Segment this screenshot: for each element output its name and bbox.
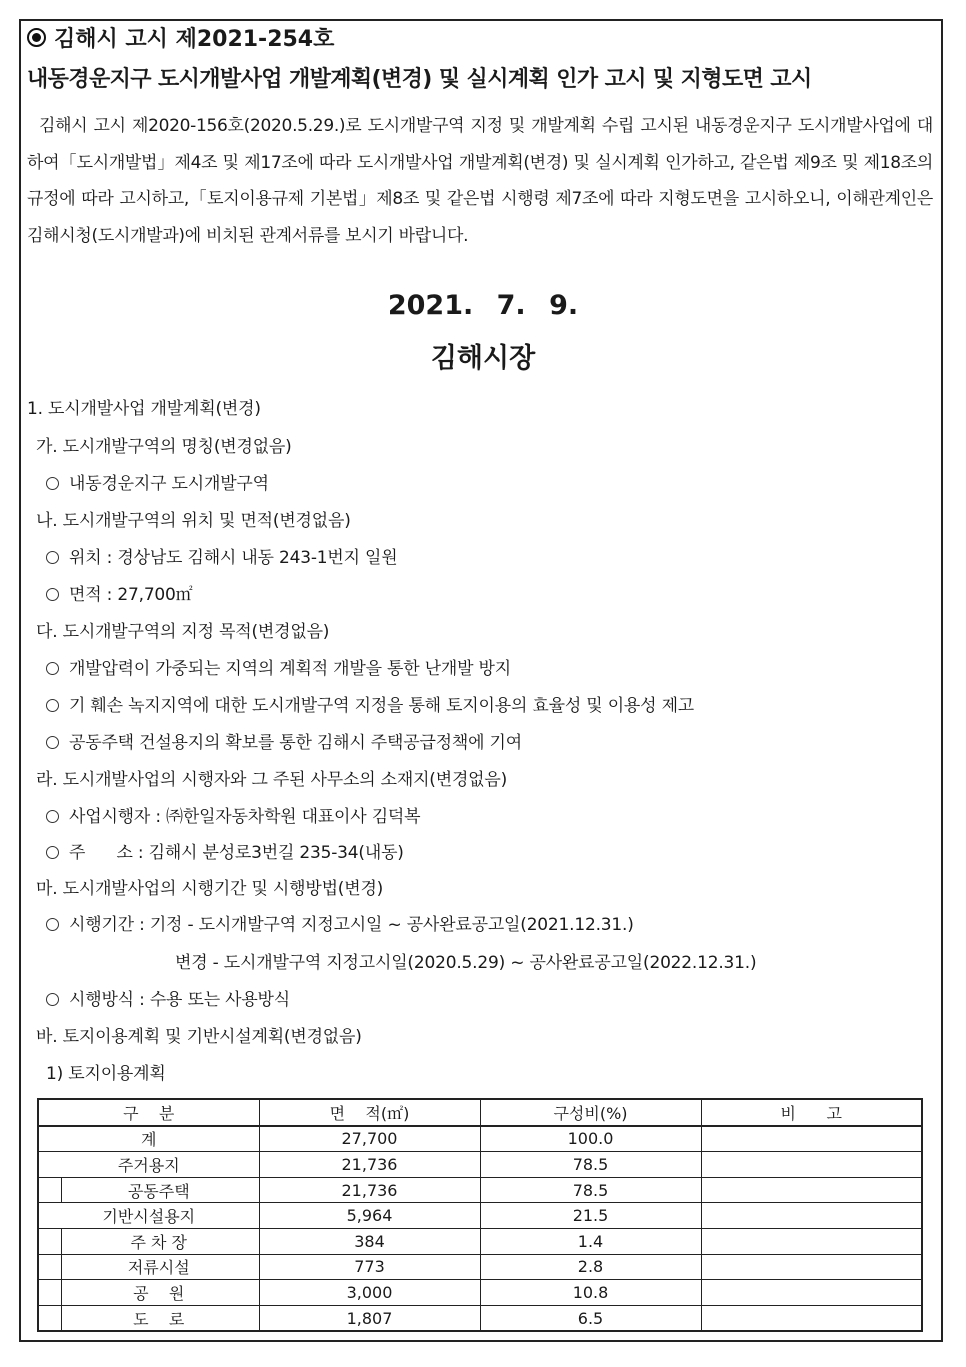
filled-circle-bullet-icon (27, 28, 46, 47)
cell-note (701, 1177, 922, 1203)
cell-ratio: 6.5 (480, 1305, 701, 1331)
circle-bullet-icon (46, 736, 59, 749)
circle-bullet-icon (46, 477, 59, 490)
cell-note (701, 1152, 922, 1178)
section-ra-heading: 라. 도시개발사업의 시행자와 그 주된 사무소의 소재지(변경없음) (36, 770, 508, 790)
circle-bullet-icon (46, 699, 59, 712)
list-item: 개발압력이 가중되는 지역의 계획적 개발을 통한 난개발 방지 (46, 654, 511, 679)
table-row (38, 1203, 922, 1229)
cell-note (701, 1305, 922, 1331)
cell-area: 21,736 (259, 1177, 480, 1203)
cell-ratio: 2.8 (480, 1254, 701, 1280)
notice-number-text: 김해시 고시 제2021-254호 (54, 27, 335, 52)
list-item: 사업시행자 : ㈜한일자동차학원 대표이사 김덕복 (46, 802, 420, 827)
cell-area: 384 (259, 1228, 480, 1254)
cell-area: 21,736 (259, 1152, 480, 1178)
cell-ratio: 1.4 (480, 1228, 701, 1254)
table-row (38, 1152, 922, 1178)
period-change-line: 변경 - 도시개발구역 지정고시일(2020.5.29) ~ 공사완료공고일(2022.12.31.) (175, 953, 757, 973)
cell-category: 도 로 (38, 1305, 259, 1331)
table-row (38, 1126, 922, 1152)
list-item: 내동경운지구 도시개발구역 (46, 469, 269, 494)
circle-bullet-icon (46, 918, 59, 931)
cell-category: 공동주택 (38, 1177, 259, 1203)
cell-ratio: 10.8 (480, 1280, 701, 1306)
land-use-table (37, 1098, 923, 1332)
cell-area: 1,807 (259, 1305, 480, 1331)
table-row (38, 1305, 922, 1331)
circle-bullet-icon (46, 846, 59, 859)
section-ga-heading: 가. 도시개발구역의 명칭(변경없음) (36, 437, 292, 457)
cell-area: 5,964 (259, 1203, 480, 1229)
list-item: 기 훼손 녹지지역에 대한 도시개발구역 지정을 통해 토지이용의 효율성 및 이용성 제고 (46, 691, 694, 716)
cell-note (701, 1228, 922, 1254)
section-na-heading: 나. 도시개발구역의 위치 및 면적(변경없음) (36, 511, 351, 531)
cell-area: 27,700 (259, 1126, 480, 1152)
section-da-heading: 다. 도시개발구역의 지정 목적(변경없음) (36, 622, 330, 642)
cell-note (701, 1254, 922, 1280)
cell-category: 저류시설 (38, 1254, 259, 1280)
cell-category: 계 (38, 1126, 259, 1152)
document-title: 내동경운지구 도시개발사업 개발계획(변경) 및 실시계획 인가 고시 및 지형도면 고시 (27, 67, 812, 92)
col-header-ratio: 구성비(%) (480, 1099, 701, 1126)
cell-note (701, 1280, 922, 1306)
table-row (38, 1228, 922, 1254)
cell-ratio: 78.5 (480, 1177, 701, 1203)
cell-note (701, 1126, 922, 1152)
table-row (38, 1254, 922, 1280)
section-1-heading: 1. 도시개발사업 개발계획(변경) (27, 399, 261, 419)
cell-area: 3,000 (259, 1280, 480, 1306)
list-item: 면적 : 27,700㎡ (46, 580, 192, 605)
notice-date: 2021. 7. 9. (387, 290, 579, 321)
col-header-category: 구 분 (38, 1099, 259, 1126)
notice-body-text: 김해시 고시 제2020-156호(2020.5.29.)로 도시개발구역 지정 및 개발계획 수립 고시된 내동경운지구 도시개발사업에 대하여「도시개발법」제4조 및 제17조에 따라 도시개발사업 개발계획(변경) 및 실시계획 인가하고, 같은법 제9조 및 제18조의 규정에 따라 고시하고,「토지이용규제 기본법」제8조 및 같은법 시행령 제7조에 따라 지형도면을 고시하오니, 이해관계인은 김해시청(도시개발과)에 비치된 관계서류를 보시기 바랍니다. (27, 116, 933, 246)
cell-ratio: 100.0 (480, 1126, 701, 1152)
cell-area: 773 (259, 1254, 480, 1280)
land-use-plan-heading: 1) 토지이용계획 (46, 1064, 166, 1084)
notice-body-paragraph (27, 108, 933, 254)
cell-category: 공 원 (38, 1280, 259, 1306)
section-ma-heading: 마. 도시개발사업의 시행기간 및 시행방법(변경) (36, 879, 384, 899)
issuer-name: 김해시장 (430, 343, 536, 374)
cell-ratio: 78.5 (480, 1152, 701, 1178)
col-header-note: 비 고 (701, 1099, 922, 1126)
circle-bullet-icon (46, 662, 59, 675)
circle-bullet-icon (46, 588, 59, 601)
section-ba-heading: 바. 토지이용계획 및 기반시설계획(변경없음) (36, 1027, 362, 1047)
circle-bullet-icon (46, 551, 59, 564)
list-item: 주 소 : 김해시 분성로3번길 235-34(내동) (46, 838, 404, 863)
list-item: 시행기간 : 기정 - 도시개발구역 지정고시일 ~ 공사완료공고일(2021.12.31.) (46, 910, 634, 935)
list-item: 위치 : 경상남도 김해시 내동 243-1번지 일원 (46, 543, 397, 568)
cell-note (701, 1203, 922, 1229)
cell-category: 주 차 장 (38, 1228, 259, 1254)
list-item: 공동주택 건설용지의 확보를 통한 김해시 주택공급정책에 기여 (46, 728, 522, 753)
circle-bullet-icon (46, 993, 59, 1006)
cell-category: 기반시설용지 (38, 1203, 259, 1229)
notice-number (27, 22, 334, 53)
table-header-row (38, 1099, 922, 1126)
table-row (38, 1280, 922, 1306)
cell-category: 주거용지 (38, 1152, 259, 1178)
table-row (38, 1177, 922, 1203)
list-item: 시행방식 : 수용 또는 사용방식 (46, 985, 290, 1010)
cell-ratio: 21.5 (480, 1203, 701, 1229)
col-header-area: 면 적(㎡) (259, 1099, 480, 1126)
circle-bullet-icon (46, 810, 59, 823)
